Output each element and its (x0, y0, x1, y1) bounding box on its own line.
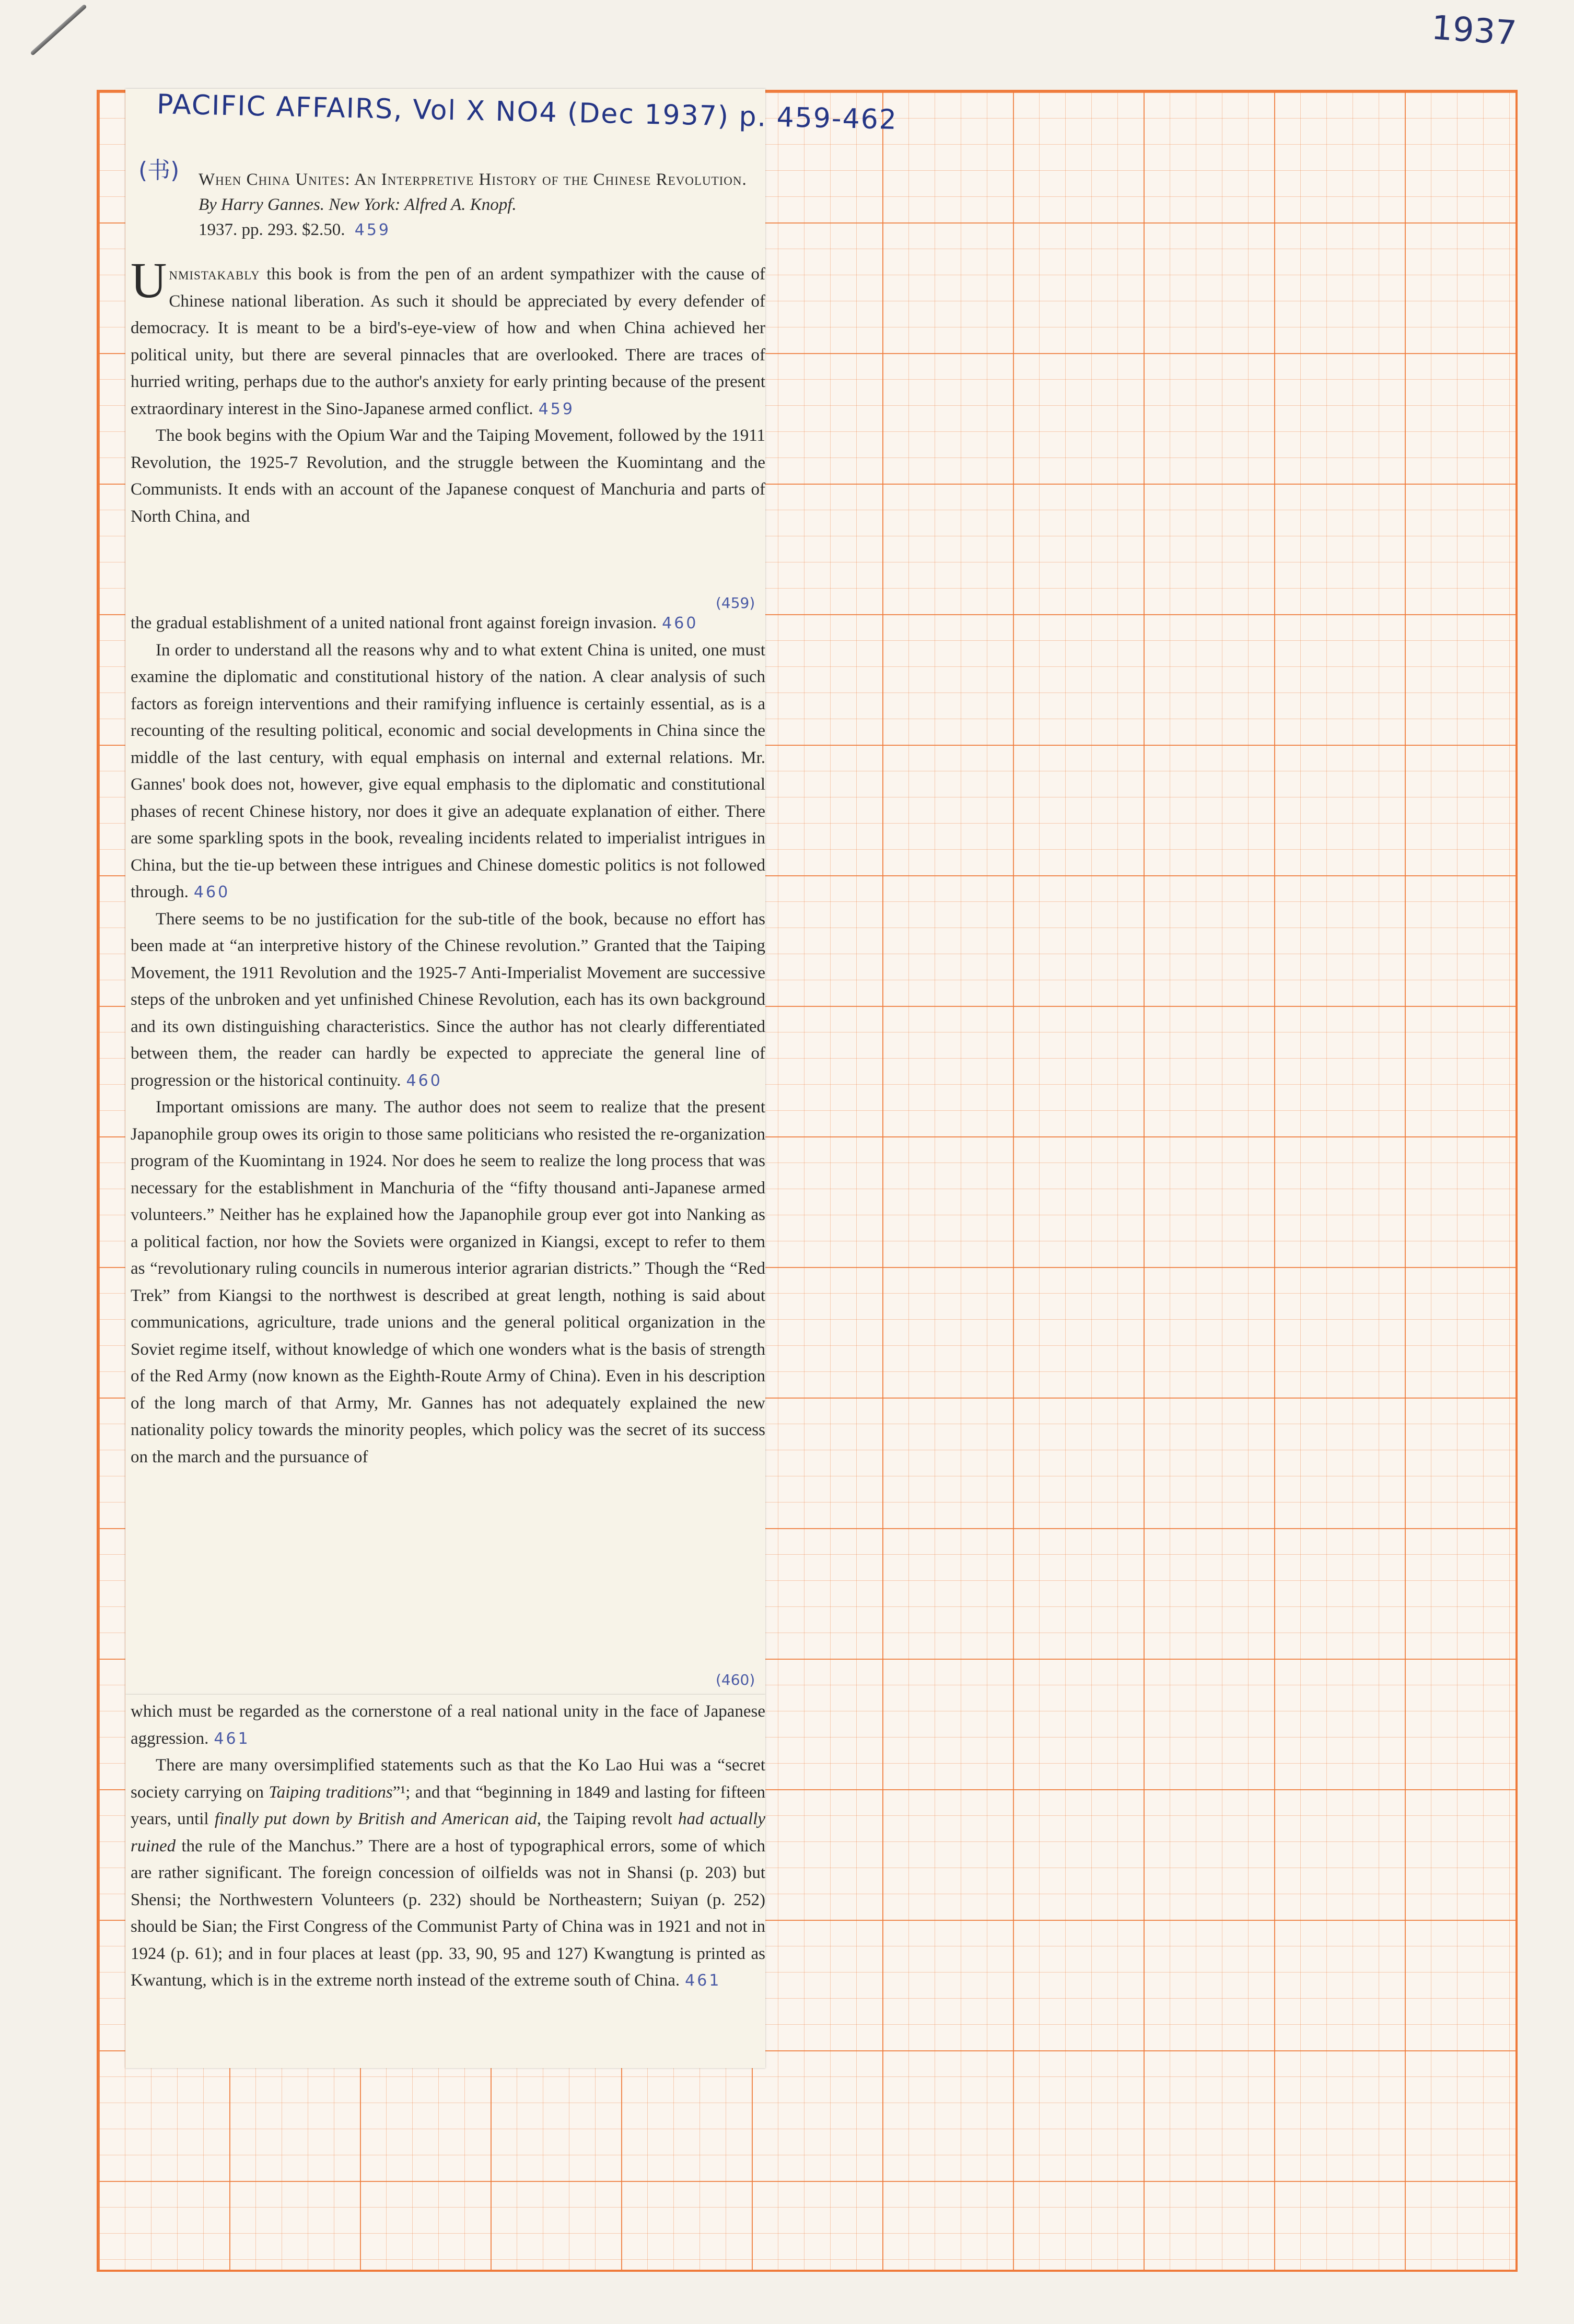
page-break-marker: (459) (716, 594, 755, 612)
paragraph-text: There seems to be no justification for the sub-title of the book, because no effort has been made at “an interpretive history of the Chinese revolution.” Granted that the Taiping Movement, the 1911 Revolution and the 1925-7 Anti-Imperialist Movement are successive steps of the unbroken and yet unfinished Chinese Revolution, each has its own background and its own distinguishing characteristics. Since the author has not clearly differentiated between them, the reader can hardly be expected to appreciate the general line of progression or the historical continuity. (131, 909, 765, 1090)
review-heading (199, 167, 768, 243)
page-annotation: 460 (406, 1071, 442, 1090)
page-annotation: 461 (685, 1971, 721, 1990)
book-title: When China Unites: An Interpretive History of the Chinese Revolution. (199, 170, 747, 189)
paragraph-text: ”¹; and that “beginning in 1849 and lasting for fifteen years, until (131, 1782, 765, 1828)
paragraph-4 (131, 906, 765, 1095)
paragraph-text: There are many oversimplified statements such as that the Ko Lao Hui was a “secret society carrying on (131, 1756, 765, 1802)
paragraph-5-continued (131, 1698, 765, 1752)
page-annotation: 460 (662, 614, 698, 632)
italic-phrase: Taiping traditions (269, 1782, 393, 1802)
page-break-marker: (460) (716, 1671, 755, 1688)
page-annotation: 461 (214, 1729, 250, 1748)
paragraph-text: Important omissions are many. The author does not seem to realize that the present Japanophile group owes its origin to those same politicians who resisted the re-organization program of the Kuomintang in 1924. Nor does he seem to realize the long process that was necessary for the establishment in Manchuria of the “fifty thousand anti-Japanese armed volunteers.” Neither has he explained how the Japanophile group ever got into Nanking as a political faction, nor how the Soviets were organized in Kiangsi, except to refer to them as “revolutionary ruling councils in numerous interior agrarian districts.” Though the “Red Trek” from Kiangsi to the northwest is described at great length, nothing is said about communications, agriculture, trade unions and the general political organization in the Soviet regime itself, without knowledge of which one wonders what is the basis of strength of the Red Army (now known as the Eighth-Route Army of China). Even in his description of the long march of that Army, Mr. Gannes has not adequately explained the new nationality policy towards the minority peoples, which policy was the secret of its success on the march and the pursuance of (131, 1098, 765, 1466)
italic-phrase: finally put down by British and American aid (214, 1810, 537, 1828)
paragraph-6 (131, 1752, 765, 1994)
page-annotation: 460 (193, 883, 230, 901)
handwritten-source-citation: PACIFIC AFFAIRS, Vol X NO4 (Dec 1937) p. 459-462 (156, 89, 898, 136)
paragraph-5 (131, 1094, 765, 1471)
page-annotation: 459 (538, 400, 575, 418)
review-body-part-two (131, 1698, 765, 1994)
page-annotation: 459 (354, 221, 391, 239)
book-byline: By Harry Gannes. New York: Alfred A. Knopf. (199, 195, 517, 214)
paragraph-text: this book is from the pen of an ardent sympathizer with the cause of Chinese national liberation. As such it should be appreciated by every defender of democracy. It is meant to be a bird's-eye-view of how and when China achieved her political unity, but there are several pinnacles that are overlooked. There are traces of hurried writing, perhaps due to the author's anxiety for early printing because of the present extraordinary interest in the Sino-Japanese armed conflict. (131, 265, 765, 418)
paragraph-text: In order to understand all the reasons why and to what extent China is united, one must examine the diplomatic and constitutional history of the nation. A clear analysis of such factors as foreign interventions and their ramifying influence is certainly essential, as is a recounting of the resulting political, economic and social developments in China since the middle of the last century, with equal emphasis on internal and external relations. Mr. Gannes' book does not, however, give equal emphasis to the diplomatic and constitutional phases of recent Chinese history, nor does it give an adequate explanation of either. There are some sparkling spots in the book, revealing incidents related to imperialist intrigues in China, but the tie-up between these intrigues and Chinese domestic politics is not followed through. (131, 640, 765, 901)
review-body-part-one-b (131, 610, 765, 1471)
paragraph-2-continued (131, 610, 765, 637)
paragraph-text: the gradual establishment of a united national front against foreign invasion. (131, 614, 657, 632)
paragraph-text: , the Taiping revolt (537, 1810, 678, 1828)
handwritten-year: 1937 (1430, 8, 1518, 53)
paper-clip-pin (30, 4, 87, 56)
drop-cap: U (131, 252, 167, 308)
review-body-part-one (131, 252, 765, 530)
paragraph-2 (131, 422, 765, 530)
handwritten-category-mark: (书) (138, 157, 180, 184)
paragraph-text: The book begins with the Opium War and the Taiping Movement, followed by the 1911 Revolution, the 1925-7 Revolution, and the struggle between the Kuomintang and the Communists. It ends with an account of the Japanese conquest of Manchuria and parts of North China, and (131, 426, 765, 526)
italic-phrase: had actually ruined (131, 1810, 765, 1856)
paragraph-1 (131, 252, 765, 422)
paragraph-text: which must be regarded as the cornerstone of a real national unity in the face of Japanese aggression. (131, 1702, 765, 1748)
paragraph-3 (131, 637, 765, 906)
lead-word: nmistakably (169, 265, 260, 284)
book-details: 1937. pp. 293. $2.50. (199, 220, 345, 239)
paragraph-text: the rule of the Manchus.” There are a host of typographical errors, some of which are rather significant. The foreign concession of oilfields was not in Shansi (p. 203) but Shensi; the Northwestern Volunteers (p. 232) should be Northeastern; Suiyan (p. 252) should be Sian; the First Congress of the Communist Party of China was in 1921 and not in 1924 (p. 61); and in four places at least (pp. 33, 90, 95 and 127) Kwangtung is printed as Kwantung, which is in the extreme north instead of the extreme south of China. (131, 1836, 765, 1990)
